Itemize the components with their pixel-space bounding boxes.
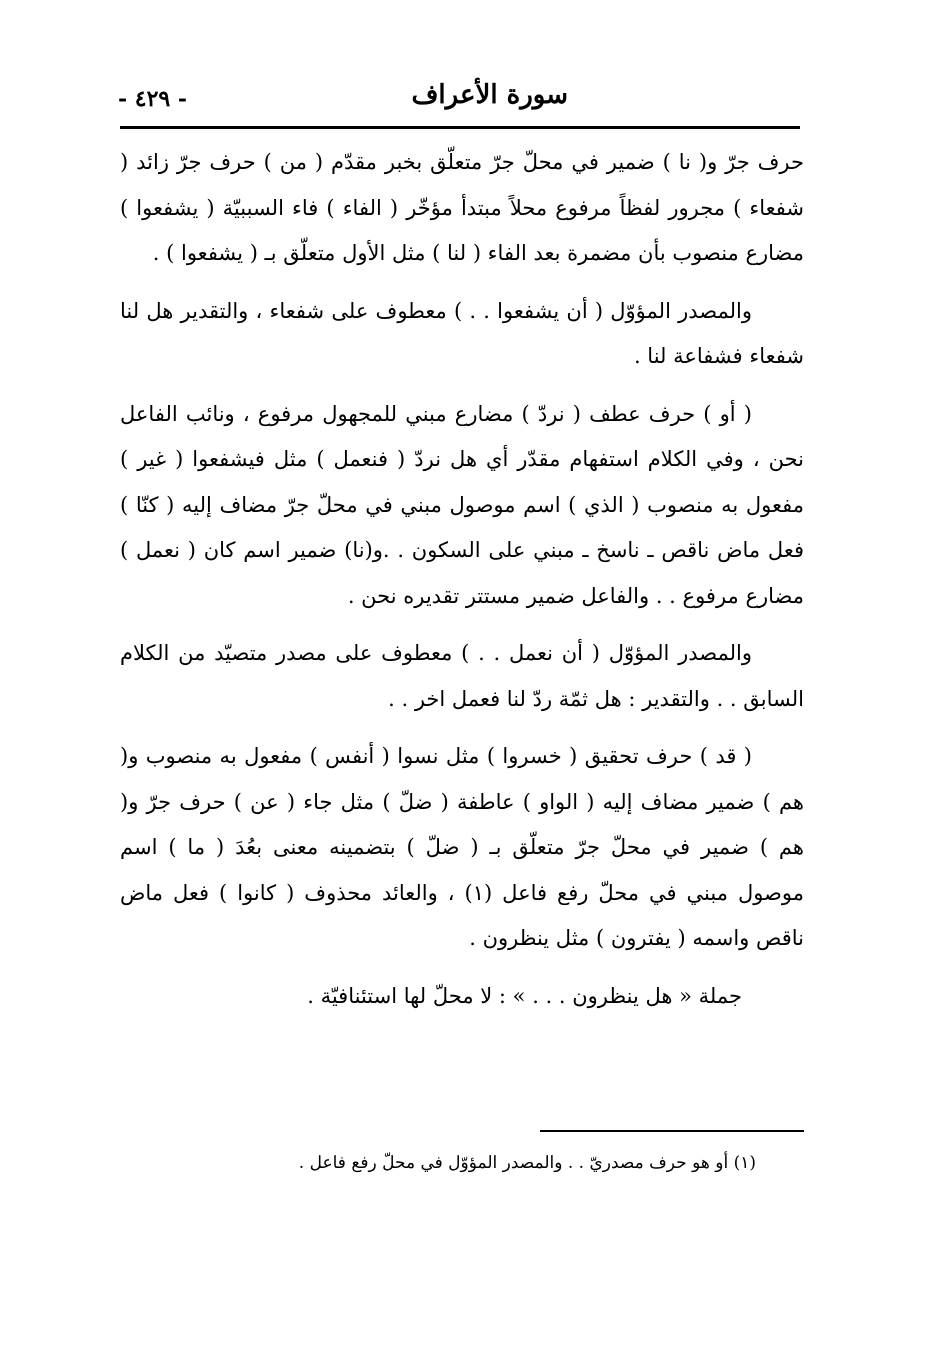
main-text — [120, 140, 804, 1031]
paragraph-4: والمصدر المؤوّل ( أن نعمل . . ) معطوف على مصدر متصيّد من الكلام السابق . . والتقدير : هل ثمّة ردّ لنا فعمل اخر . . — [120, 641, 804, 711]
footnote-divider — [540, 1130, 804, 1132]
page-header — [118, 78, 808, 122]
surah-title: سورة الأعراف — [411, 80, 568, 110]
paragraph-6: جملة « هل ينظرون . . . » : لا محلّ لها استئنافيّة . — [307, 983, 742, 1008]
paragraph-1: حرف جرّ و( نا ) ضمير في محلّ جرّ متعلّق بخبر مقدّم ( من ) حرف جرّ زائد ( شفعاء ) مجرور لفظاً مرفوع محلاً مبتدأ مؤخّر ( الفاء ) فاء السببيّة ( يشفعوا ) مضارع منصوب بأن مضمرة بعد الفاء ( لنا ) مثل الأول متعلّق بـ ( يشفعوا ) . — [120, 150, 804, 265]
paragraph-5: ( قد ) حرف تحقيق ( خسروا ) مثل نسوا ( أنفس ) مفعول به منصوب و( هم ) ضمير مضاف إليه ( الواو ) عاطفة ( ضلّ ) مثل جاء ( عن ) حرف جرّ و( هم ) ضمير في محلّ جرّ متعلّق بـ ( ضلّ ) بتضمينه معنى بعُدَ ( ما ) اسم موصول مبني في محلّ رفع فاعل (١) ، والعائد محذوف ( كانوا ) فعل ماض ناقص واسمه ( يفترون ) مثل ينظرون . — [120, 744, 804, 950]
paragraph-2: والمصدر المؤوّل ( أن يشفعوا . . ) معطوف على شفعاء ، والتقدير هل لنا شفعاء فشفاعة لنا . — [120, 298, 804, 368]
footnote: (١) أو هو حرف مصدريّ . . والمصدر المؤوّل في محلّ رفع فاعل . — [298, 1153, 756, 1173]
page-number: - ٤٢٩ - — [118, 86, 188, 112]
paragraph-3: ( أو ) حرف عطف ( نردّ ) مضارع مبني للمجهول مرفوع ، ونائب الفاعل نحن ، وفي الكلام استفهام مقدّر أي هل نردّ ( فنعمل ) مثل فيشفعوا ( غير ) مفعول به منصوب ( الذي ) اسم موصول مبني في محلّ جرّ مضاف إليه ( كنّا ) فعل ماض ناقص ـ ناسخ ـ مبني على السكون . .و(نا) ضمير اسم كان ( نعمل ) مضارع مرفوع . . والفاعل ضمير مستتر تقديره نحن . — [120, 401, 804, 608]
header-divider — [120, 126, 800, 129]
